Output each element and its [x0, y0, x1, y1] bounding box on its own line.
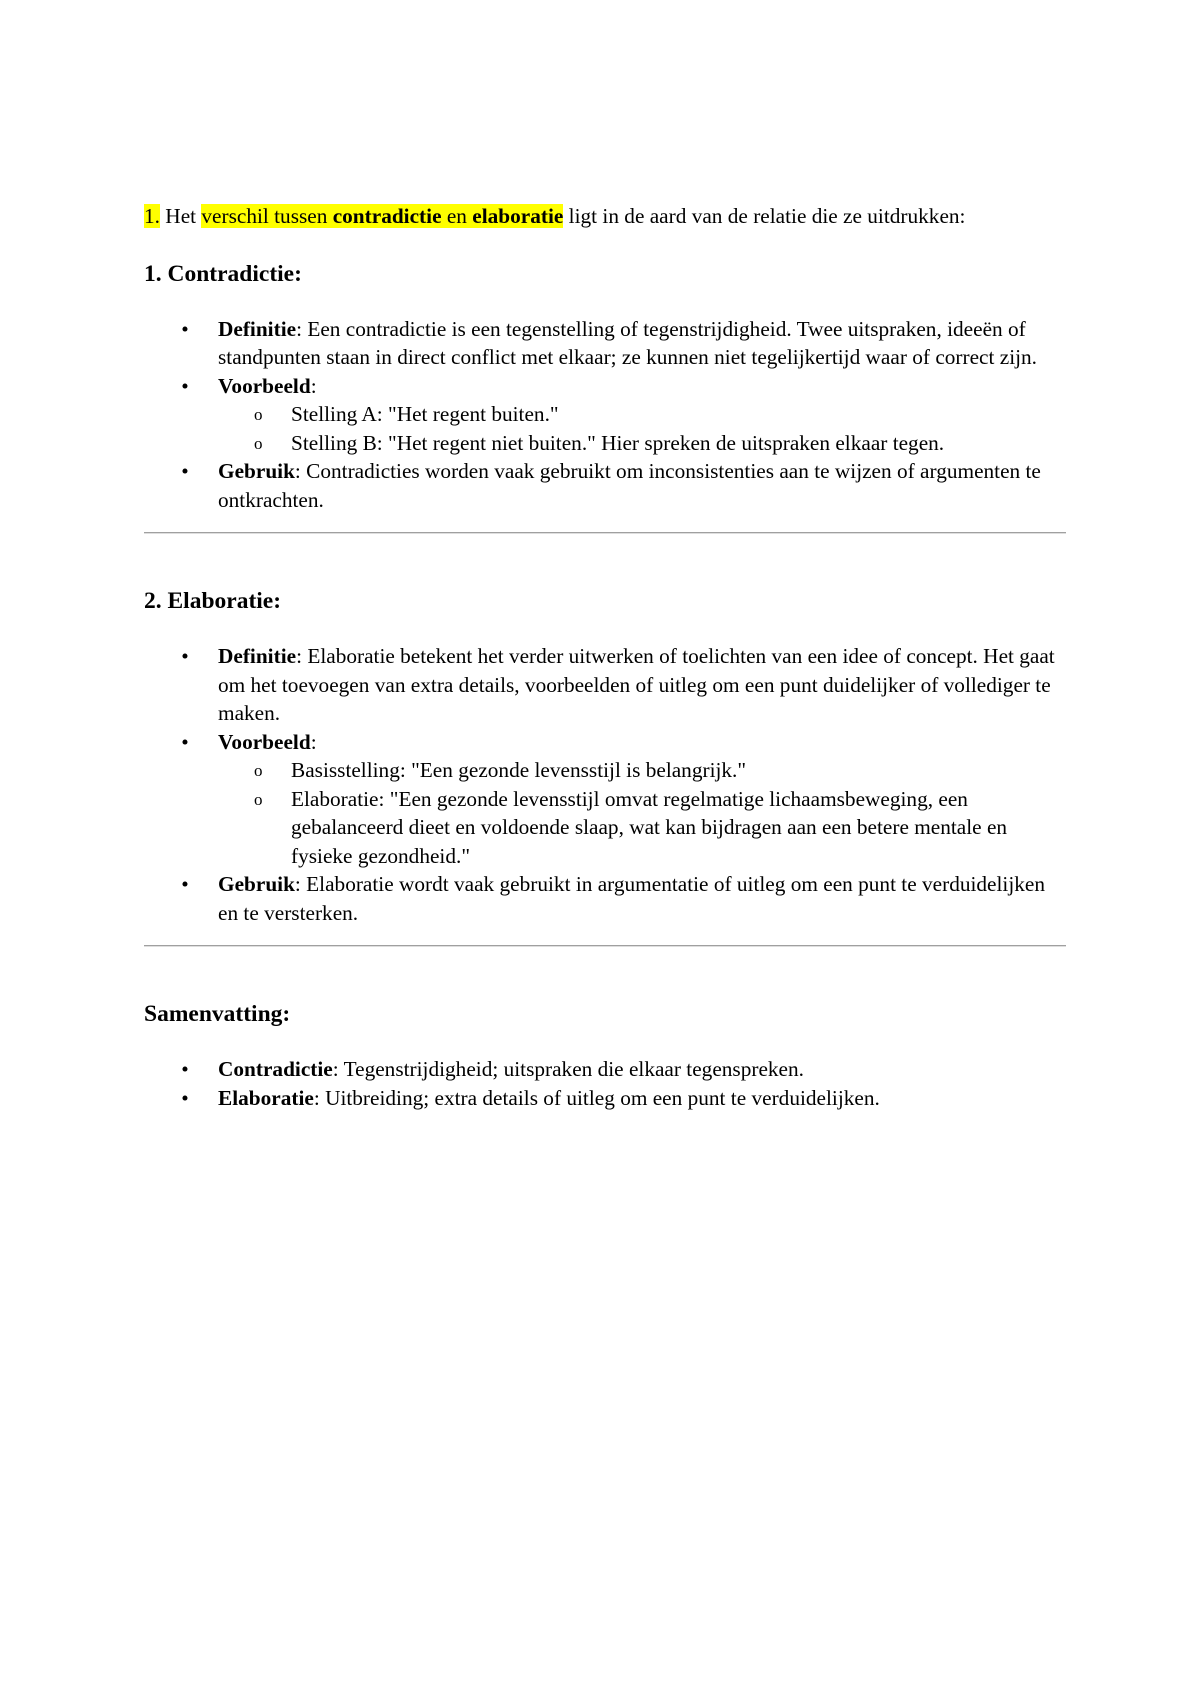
heading-samenvatting: Samenvatting: — [144, 1001, 291, 1027]
bullet-icon: • — [181, 316, 189, 341]
bullet-icon: • — [181, 729, 189, 754]
list-item — [181, 642, 1066, 728]
intro-number: 1. — [144, 204, 160, 228]
gebruik-label: Gebruik — [218, 459, 295, 483]
sub-list-item — [254, 756, 1066, 785]
gebruik-label: Gebruik — [218, 872, 295, 896]
contradictie-list — [144, 315, 1066, 515]
sub-item-text: Stelling B: "Het regent niet buiten." Hier spreken de uitspraken elkaar tegen. — [291, 430, 945, 455]
heading-elaboratie: 2. Elaboratie: — [144, 588, 282, 614]
horizontal-rule — [144, 945, 1066, 947]
document-page — [144, 202, 1066, 1112]
bullet-icon: • — [181, 1085, 189, 1110]
list-item — [181, 1084, 1066, 1113]
intro-text-1: Het — [159, 204, 202, 228]
list-item — [181, 372, 1066, 458]
intro-highlight-1: verschil tussen — [201, 204, 333, 228]
summary-label: Elaboratie — [218, 1085, 314, 1110]
voorbeeld-sublist — [218, 756, 1066, 870]
list-item — [181, 315, 1066, 372]
voorbeeld-sublist — [218, 400, 1066, 457]
list-item — [181, 728, 1066, 871]
sub-item-text: Elaboratie: "Een gezonde levensstijl omvat regelmatige lichaamsbeweging, een gebalanceerd dieet en voldoende slaap, wat kan bijdragen aan een betere mentale en fysieke gezondheid." — [291, 786, 1008, 868]
intro-paragraph — [144, 202, 1066, 231]
intro-bold-contradictie: contradictie — [332, 204, 442, 228]
voorbeeld-colon: : — [310, 373, 317, 398]
circle-bullet-icon: o — [254, 761, 263, 780]
definitie-label: Definitie — [218, 316, 297, 341]
list-item — [181, 870, 1066, 927]
bullet-icon: • — [181, 872, 189, 896]
elaboratie-list — [144, 642, 1066, 927]
bullet-icon: • — [181, 1057, 189, 1081]
sub-list-item — [254, 400, 1066, 429]
voorbeeld-colon: : — [310, 729, 317, 754]
summary-text: : Tegenstrijdigheid; uitspraken die elkaar tegenspreken. — [332, 1057, 804, 1081]
summary-text: : Uitbreiding; extra details of uitleg om een punt te verduidelijken. — [313, 1085, 880, 1110]
sub-list-item — [254, 785, 1066, 871]
summary-label: Contradictie — [218, 1057, 333, 1081]
voorbeeld-label: Voorbeeld — [218, 729, 311, 754]
gebruik-text: : Elaboratie wordt vaak gebruikt in argumentatie of uitleg om een punt te verduidelijken en te versterken. — [218, 872, 1046, 925]
circle-bullet-icon: o — [254, 433, 263, 453]
heading-contradictie: 1. Contradictie: — [144, 260, 302, 287]
voorbeeld-label: Voorbeeld — [218, 373, 311, 398]
bullet-icon: • — [181, 644, 189, 668]
sub-item-text: Basisstelling: "Een gezonde levensstijl is belangrijk." — [291, 758, 747, 782]
bullet-icon: • — [181, 459, 189, 483]
sub-list-item — [254, 429, 1066, 458]
intro-bold-elaboratie: elaboratie — [472, 204, 564, 228]
definitie-text: : Een contradictie is een tegenstelling of tegenstrijdigheid. Twee uitspraken, ideeën of standpunten staan in direct conflict met elkaar; ze kunnen niet tegelijkertijd waar of correct zijn. — [218, 316, 1038, 369]
gebruik-text: : Contradicties worden vaak gebruikt om inconsistenties aan te wijzen of argumenten te ontkrachten. — [218, 459, 1041, 512]
circle-bullet-icon: o — [254, 405, 263, 424]
list-item — [181, 457, 1066, 514]
intro-text-rest: ligt in de aard van de relatie die ze uitdrukken: — [563, 204, 966, 228]
sub-item-text: Stelling A: "Het regent buiten." — [291, 402, 559, 426]
circle-bullet-icon: o — [254, 789, 263, 809]
intro-highlight-2: en — [441, 204, 473, 228]
list-item — [181, 1055, 1066, 1084]
horizontal-rule — [144, 532, 1066, 534]
definitie-label: Definitie — [218, 644, 297, 668]
bullet-icon: • — [181, 373, 189, 398]
summary-list — [144, 1055, 1066, 1112]
definitie-text: : Elaboratie betekent het verder uitwerken of toelichten van een idee of concept. Het gaat om het toevoegen van extra details, voorbeelden of uitleg om een punt duidelijker of vollediger te maken. — [218, 644, 1055, 725]
